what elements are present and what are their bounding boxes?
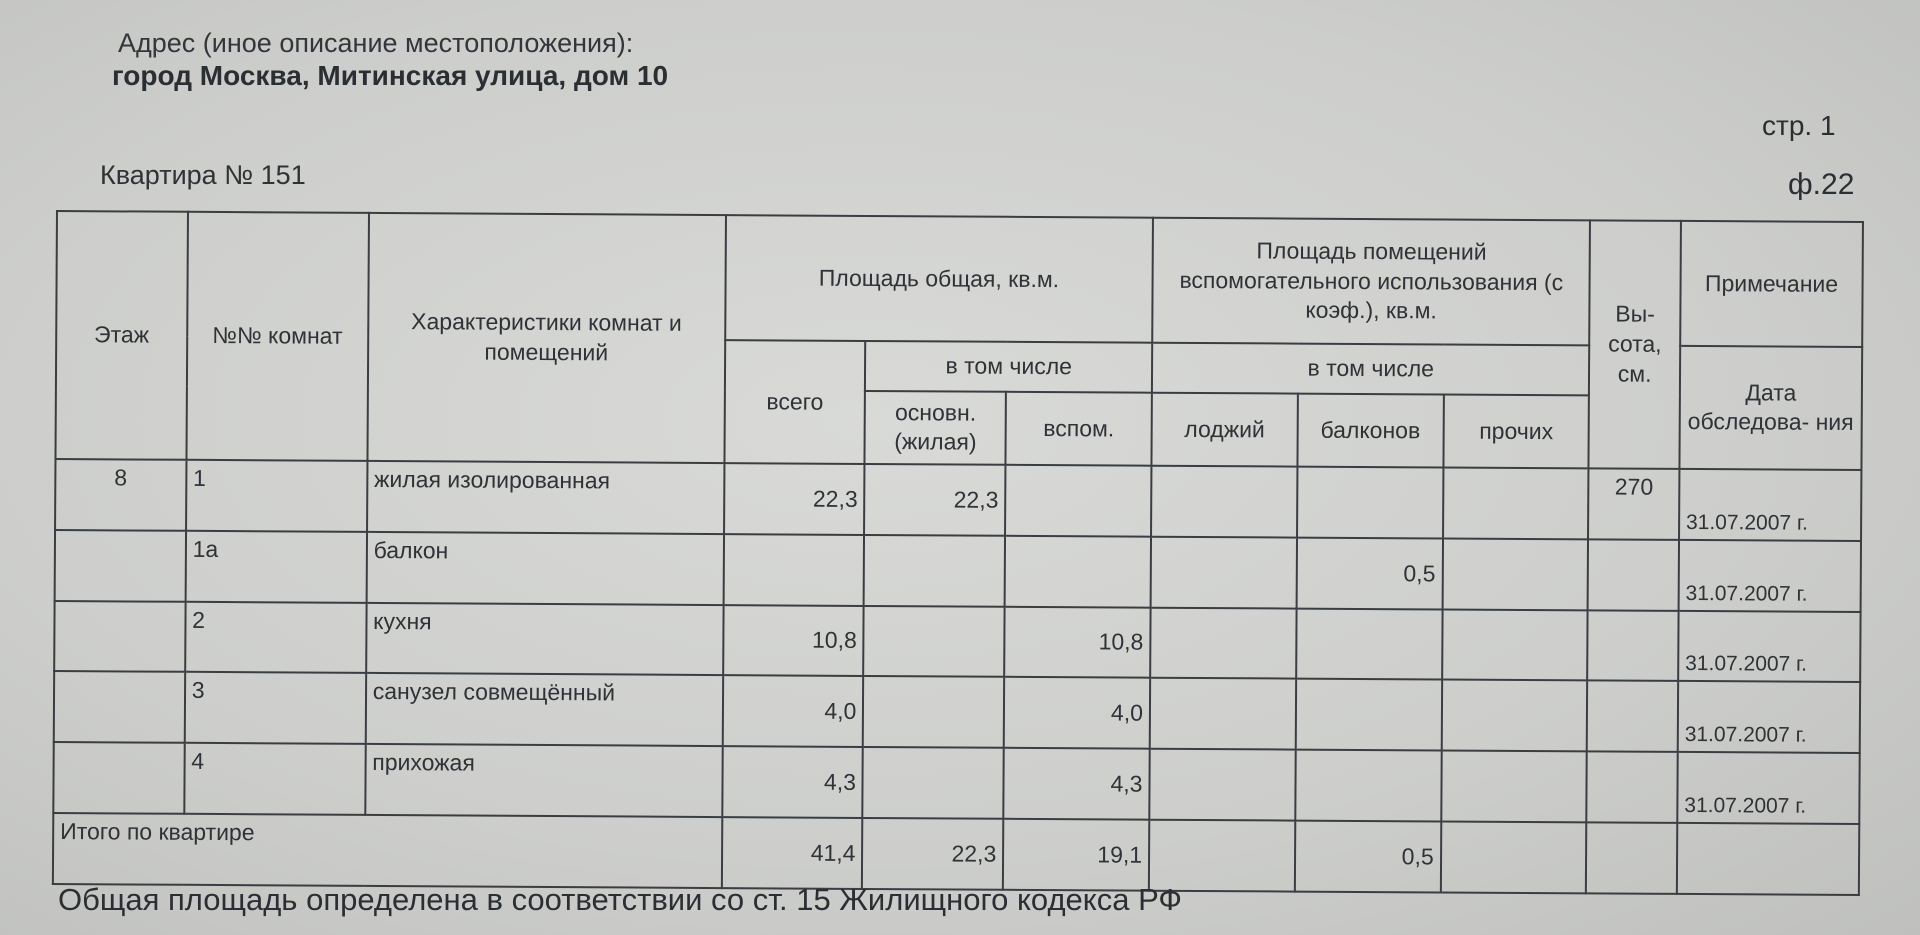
cell-room: 1а [185, 531, 366, 603]
cell-other [1441, 751, 1587, 823]
table-row [55, 530, 1861, 612]
cell-aux: 4,0 [1004, 677, 1150, 749]
cell-date: 31.07.2007 г. [1679, 469, 1862, 541]
cell-date: 31.07.2007 г. [1677, 752, 1860, 824]
cell-desc: жилая изолированная [367, 461, 724, 534]
cell-other [1442, 609, 1588, 681]
cell-height [1587, 681, 1678, 752]
address-value: город Москва, Митинская улица, дом 10 [112, 60, 669, 91]
apartment-number: Квартира № 151 [100, 160, 306, 190]
address-label: Адрес (иное описание местоположения): [118, 28, 634, 58]
totals-loggias [1149, 820, 1295, 892]
totals-height [1586, 822, 1677, 893]
totals-label: Итого по квартире [53, 813, 722, 888]
totals-aux: 19,1 [1003, 819, 1149, 891]
header-total-area: Площадь общая, кв.м. [725, 215, 1153, 343]
cell-loggias [1150, 678, 1296, 750]
cell-floor: 8 [55, 459, 186, 531]
totals-main: 22,3 [862, 818, 1003, 890]
cell-desc: прихожая [365, 744, 722, 817]
cell-desc: балкон [366, 532, 723, 605]
form-code: ф.22 [1788, 168, 1855, 201]
cell-balconies: 0,5 [1296, 537, 1442, 609]
header-characteristics: Характеристики комнат и помещений [367, 213, 725, 463]
cell-date: 31.07.2007 г. [1678, 681, 1861, 753]
cell-loggias [1150, 607, 1296, 679]
cell-room: 4 [184, 743, 365, 815]
header-balconies: балконов [1297, 394, 1443, 468]
cell-floor [54, 601, 185, 673]
header-note: Примечание [1680, 221, 1863, 347]
header-main: основн. (жилая) [865, 391, 1006, 465]
cell-balconies [1296, 608, 1442, 680]
cell-main [863, 747, 1004, 819]
cell-date: 31.07.2007 г. [1678, 540, 1861, 612]
cell-aux [1005, 465, 1151, 537]
totals-total: 41,4 [722, 817, 863, 889]
cell-desc: кухня [366, 602, 723, 675]
header-floor: Этаж [55, 211, 187, 460]
header-survey-date: Дата обследова- ния [1679, 346, 1862, 470]
cell-height [1587, 752, 1678, 823]
cell-height [1588, 539, 1679, 610]
totals-balconies: 0,5 [1295, 821, 1441, 893]
cell-loggias [1149, 749, 1295, 821]
cell-room: 1 [186, 460, 367, 532]
cell-floor [54, 671, 185, 743]
cell-main: 22,3 [864, 464, 1005, 536]
cell-loggias [1151, 536, 1297, 608]
totals-date [1677, 823, 1860, 895]
header-aux-area: Площадь помещений вспомогательного использования (с коэф.), кв.м. [1152, 218, 1590, 346]
totals-other [1440, 822, 1586, 894]
cell-loggias [1151, 466, 1297, 538]
cell-total [723, 534, 864, 606]
table-row [53, 742, 1859, 824]
cell-total: 22,3 [724, 463, 865, 535]
cell-total: 4,3 [722, 746, 863, 818]
cell-date: 31.07.2007 г. [1678, 610, 1861, 682]
cell-other [1441, 680, 1587, 752]
cell-main [863, 676, 1004, 748]
cell-room: 2 [185, 601, 366, 673]
cell-total: 4,0 [722, 675, 863, 747]
cell-floor [55, 530, 186, 602]
cell-main [864, 606, 1005, 678]
cell-aux [1005, 536, 1151, 608]
header-including: в том числе [865, 341, 1152, 393]
cell-height: 270 [1588, 468, 1679, 539]
cell-total: 10,8 [723, 605, 864, 677]
header-loggias: лоджий [1151, 393, 1297, 467]
header-aux: вспом. [1006, 392, 1152, 466]
header-other: прочих [1443, 394, 1589, 468]
header-including-aux: в том числе [1152, 343, 1590, 396]
cell-aux: 4,3 [1004, 748, 1150, 820]
header-total: всего [724, 340, 866, 464]
header-rooms: №№ комнат [186, 212, 368, 461]
cell-main [864, 535, 1005, 607]
table-row [54, 671, 1860, 753]
cell-other [1443, 467, 1589, 539]
table-row [54, 601, 1860, 683]
table-row [55, 459, 1861, 541]
explication-table [52, 210, 1864, 896]
cell-desc: санузел совмещённый [365, 673, 722, 746]
cell-balconies [1297, 467, 1443, 539]
cell-floor [53, 742, 184, 814]
cell-room: 3 [184, 672, 365, 744]
cell-aux: 10,8 [1004, 606, 1150, 678]
page-number: стр. 1 [1762, 110, 1836, 141]
cell-balconies [1296, 679, 1442, 751]
footer-note: Общая площадь определена в соответствии со ст. 15 Жилищного кодекса РФ [58, 882, 1182, 917]
header-height: Вы- сота, см. [1589, 220, 1681, 468]
cell-balconies [1295, 750, 1441, 822]
cell-height [1588, 610, 1679, 681]
cell-other [1442, 538, 1588, 610]
